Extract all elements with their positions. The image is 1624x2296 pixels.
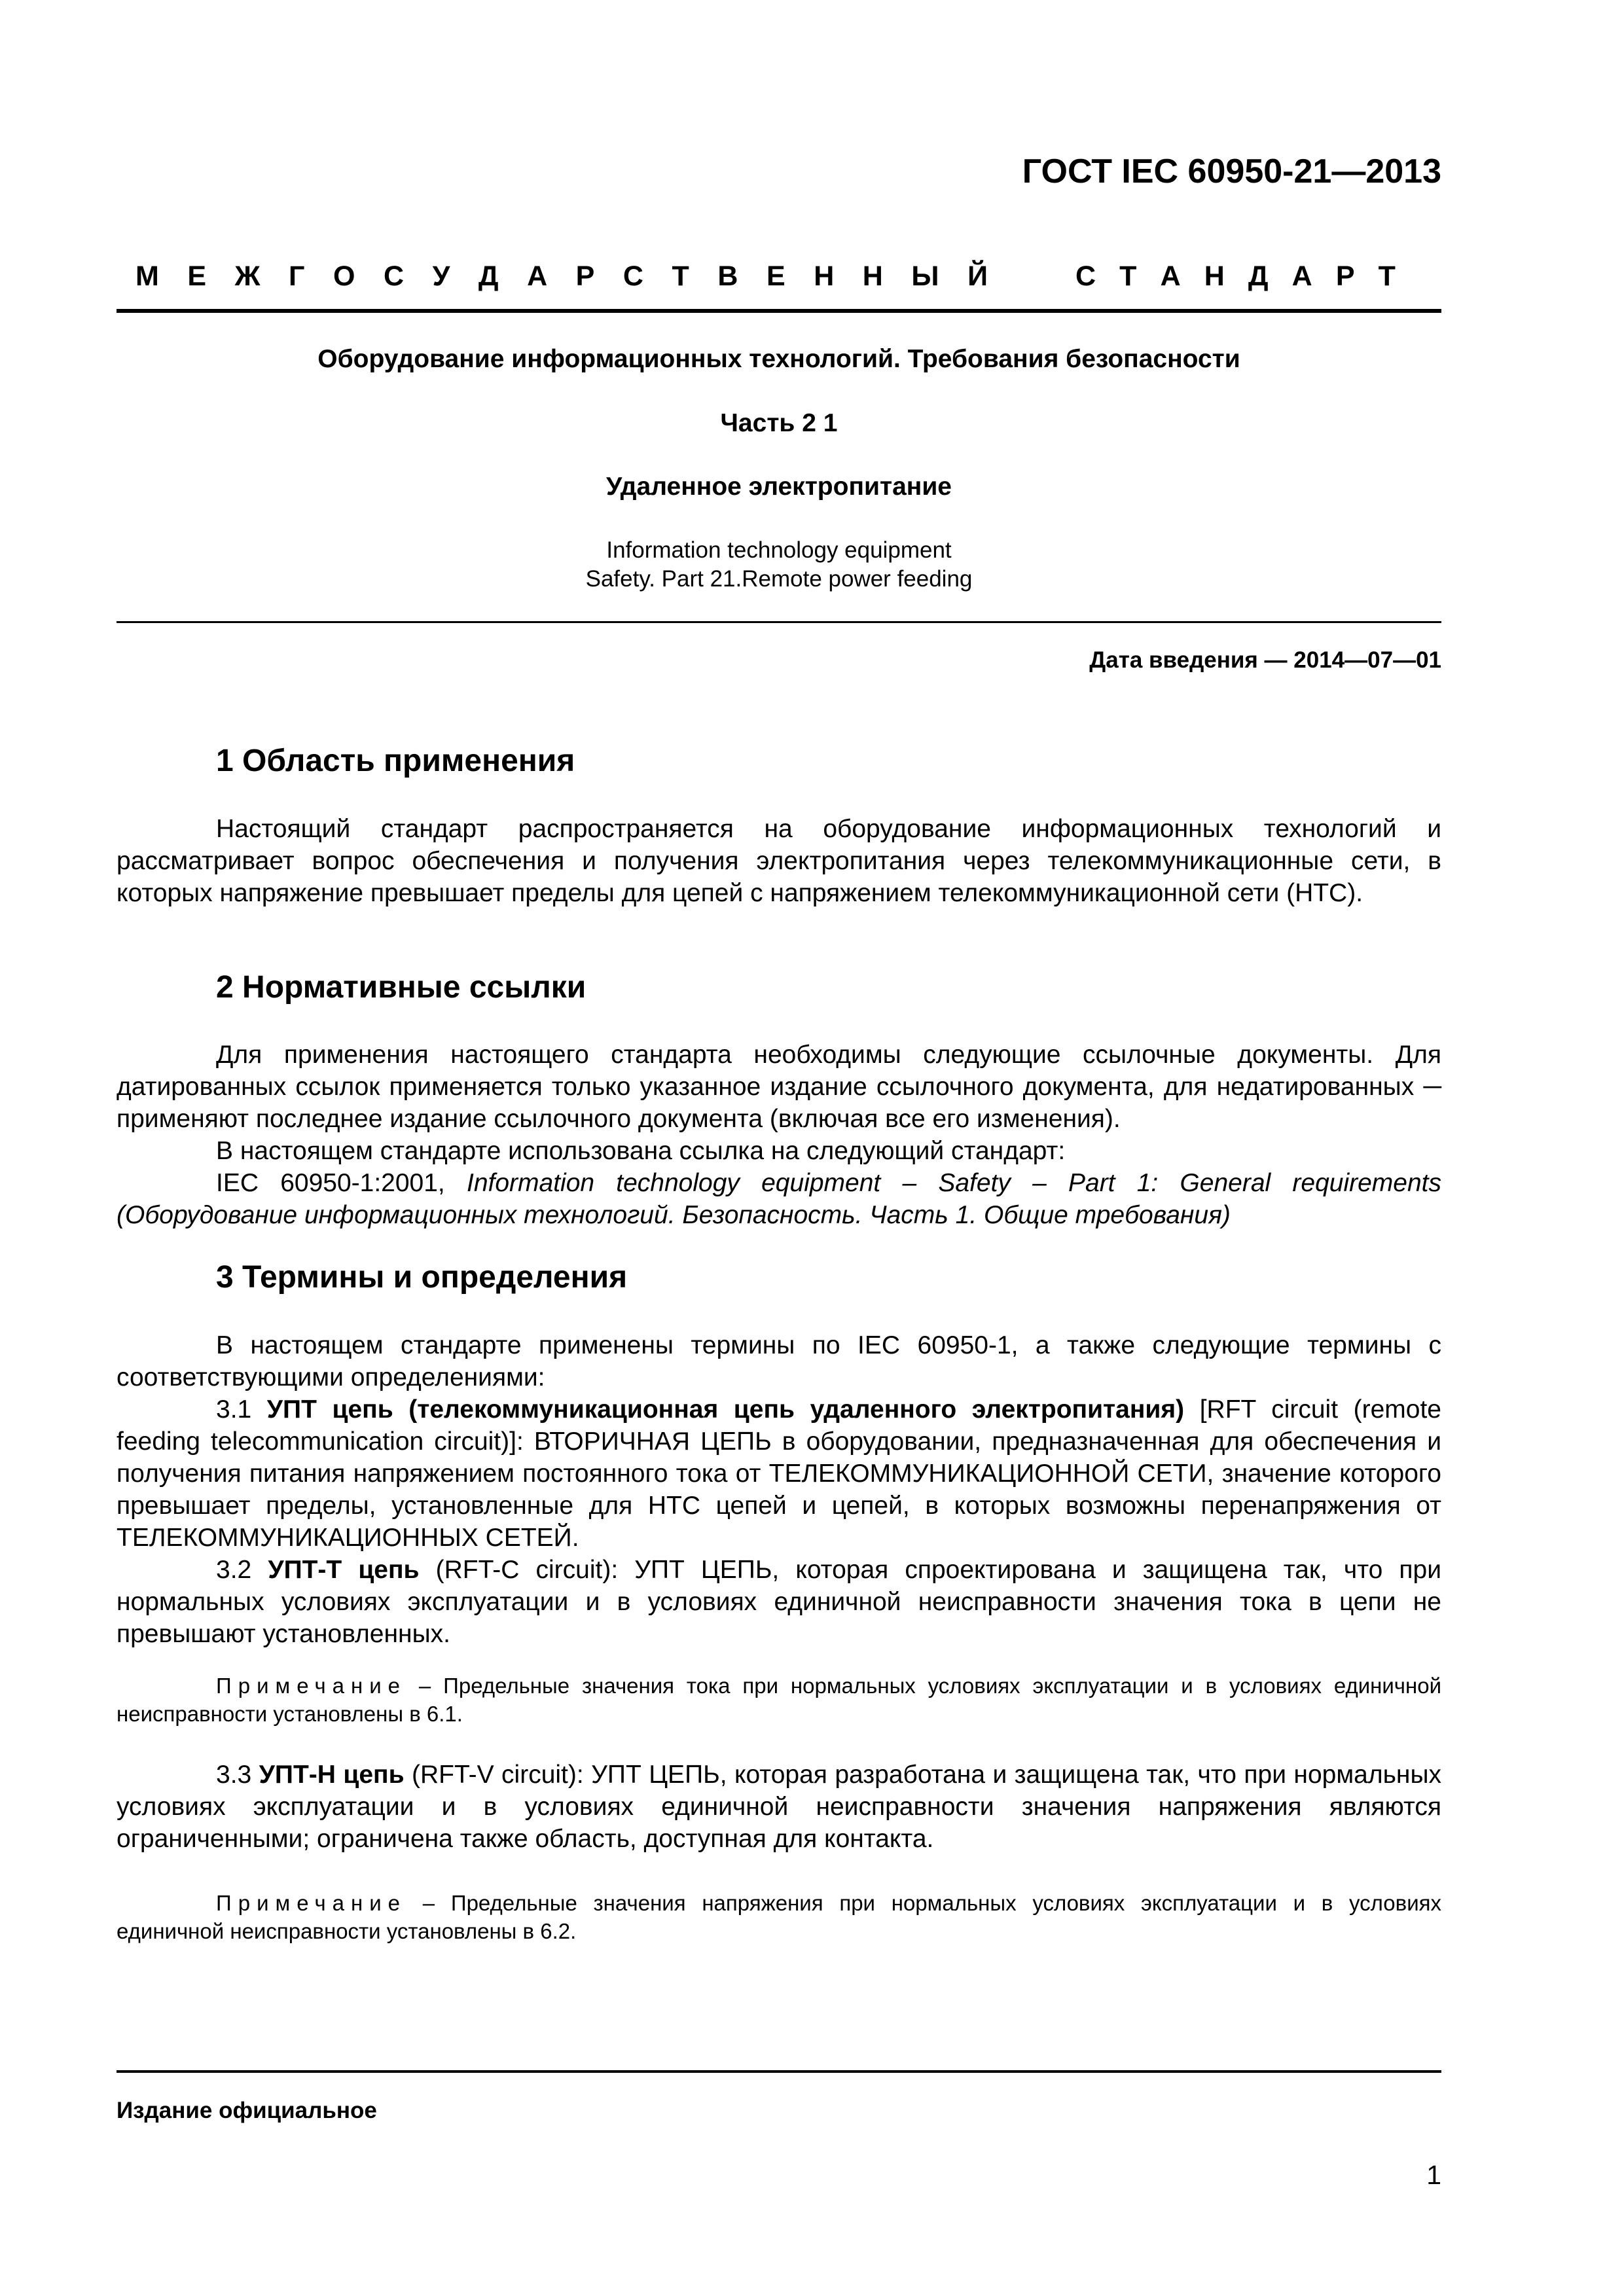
note-text: – Предельные значения тока при нормальных условиях эксплуатации и в условиях единичной неисправности установлены в 6.1.: [117, 1674, 1441, 1726]
letter: Н: [814, 260, 835, 292]
letter: Т: [1119, 260, 1137, 292]
document-part: Часть 2 1: [720, 409, 838, 437]
english-title-line-1: Information technology equipment: [606, 537, 952, 563]
letter: А: [1291, 260, 1312, 292]
letter: Д: [478, 260, 499, 292]
note: [117, 1889, 1441, 1945]
section-3-body: [117, 1329, 1441, 1650]
section-1-body: [117, 813, 1441, 909]
letter: Т: [1378, 260, 1396, 292]
letter: А: [1160, 260, 1181, 292]
page-number: 1: [1426, 2160, 1441, 2190]
paragraph: В настоящем стандарте использована ссылка на следующий стандарт:: [216, 1137, 1066, 1165]
standard-number: ГОСТ IEC 60950-21—2013: [1022, 152, 1441, 190]
section-2-body: [117, 1039, 1441, 1231]
introduction-date: Дата введения — 2014—07—01: [1089, 647, 1441, 673]
header-divider: [117, 309, 1441, 313]
term-text: [RFT circuit (remote feeding telecommunication circuit)]: ВТОРИЧНАЯ ЦЕПЬ в оборудовании, предназначенная для обеспечения и получения питания напряжением постоянного тока от ТЕЛЕКОММУНИКАЦИОННОЙ СЕТИ, значение которого превышает пределы, установленные для НТС цепей и цепей, в которых возможны перенапряжения от ТЕЛЕКОММУНИКАЦИОННЫХ СЕТЕЙ.: [117, 1395, 1441, 1552]
note-label: Примечание: [216, 1891, 407, 1915]
letter: М: [135, 260, 159, 292]
note: [117, 1672, 1441, 1728]
letter: С: [1075, 260, 1096, 292]
section-3-body-cont: [117, 1759, 1441, 1855]
letter: Р: [575, 260, 595, 292]
letter: С: [623, 260, 643, 292]
note-label: Примечание: [216, 1674, 407, 1698]
letter: Д: [1248, 260, 1269, 292]
footer-divider: [117, 2070, 1441, 2073]
letter: С: [383, 260, 405, 292]
english-title: [117, 536, 1441, 594]
term-name: УПТ-Т цепь: [268, 1556, 420, 1584]
term-name: УПТ-Н цепь: [259, 1761, 405, 1789]
term-definition: [117, 1759, 1441, 1855]
letter: Г: [289, 260, 305, 292]
term-number: 3.3: [216, 1761, 252, 1789]
letter: А: [527, 260, 548, 292]
term-definition: [117, 1554, 1441, 1650]
letter: Ж: [234, 260, 261, 292]
letter: Н: [1204, 260, 1225, 292]
section-heading: 1 Область применения: [216, 744, 575, 778]
paragraph: Настоящий стандарт распространяется на оборудование информационных технологий и рассматривает вопрос обеспечения и получения электропитания через телекоммуникационные сети, в которых напряжение превышает пределы для цепей с напряжением телекоммуникационной сети (НТС).: [117, 815, 1441, 907]
term-number: 3.2: [216, 1556, 252, 1584]
english-title-line-2: Safety. Part 21.Remote power feeding: [585, 566, 973, 592]
section-heading: 2 Нормативные ссылки: [216, 970, 586, 1005]
reference-code: IEC 60950-1:2001,: [216, 1169, 445, 1197]
letter: Т: [672, 260, 689, 292]
letter: Ы: [911, 260, 939, 292]
letter: В: [717, 260, 738, 292]
document-title: Оборудование информационных технологий. Требования безопасности: [317, 345, 1240, 373]
term-number: 3.1: [216, 1395, 252, 1424]
standard-word: [1075, 260, 1396, 293]
interstate-standard-caption: [135, 260, 1396, 293]
letter: Е: [187, 260, 207, 292]
term-text: (RFT-V circuit): УПТ ЦЕПЬ, которая разработана и защищена так, что при нормальных условиях эксплуатации и в условиях единичной неисправности значения напряжения являются ограниченными; ограничена также область, доступная для контакта.: [117, 1761, 1441, 1853]
letter: Н: [862, 260, 883, 292]
term-name: УПТ цепь (телекоммуникационная цепь удаленного электропитания): [266, 1395, 1185, 1424]
official-edition-label: Издание официальное: [117, 2098, 377, 2123]
section-heading: 3 Термины и определения: [216, 1260, 628, 1295]
interstate-word: [135, 260, 988, 293]
reference-title: Information technology equipment – Safety – Part 1: General requirements (Оборудование информационных технологий. Безопасность. Часть 1. Общие требования): [117, 1169, 1441, 1229]
document-subtitle: Удаленное электропитание: [606, 473, 952, 501]
note-paragraph: [117, 1672, 1441, 1728]
letter: Е: [766, 260, 785, 292]
term-definition: [117, 1393, 1441, 1554]
letter: Р: [1335, 260, 1355, 292]
paragraph: Для применения настоящего стандарта необходимы следующие ссылочные документы. Для датированных ссылок применяется только указанное издание ссылочного документа, для недатированных ─ применяют последнее издание ссылочного документа (включая все его изменения).: [117, 1041, 1441, 1133]
paragraph: В настоящем стандарте применены термины по IEC 60950-1, а также следующие термины с соответствующими определениями:: [117, 1331, 1441, 1391]
letter: О: [333, 260, 355, 292]
letter: Й: [967, 260, 988, 292]
note-text: – Предельные значения напряжения при нормальных условиях эксплуатации и в условиях единичной неисправности установлены в 6.2.: [117, 1891, 1441, 1943]
reference-entry: [117, 1167, 1441, 1231]
letter: У: [432, 260, 450, 292]
note-paragraph: [117, 1889, 1441, 1945]
title-divider: [117, 621, 1441, 623]
term-text: (RFT-C circuit): УПТ ЦЕПЬ, которая спроектирована и защищена так, что при нормальных условиях эксплуатации и в условиях единичной неисправности значения тока в цепи не превышают установленных.: [117, 1556, 1442, 1648]
